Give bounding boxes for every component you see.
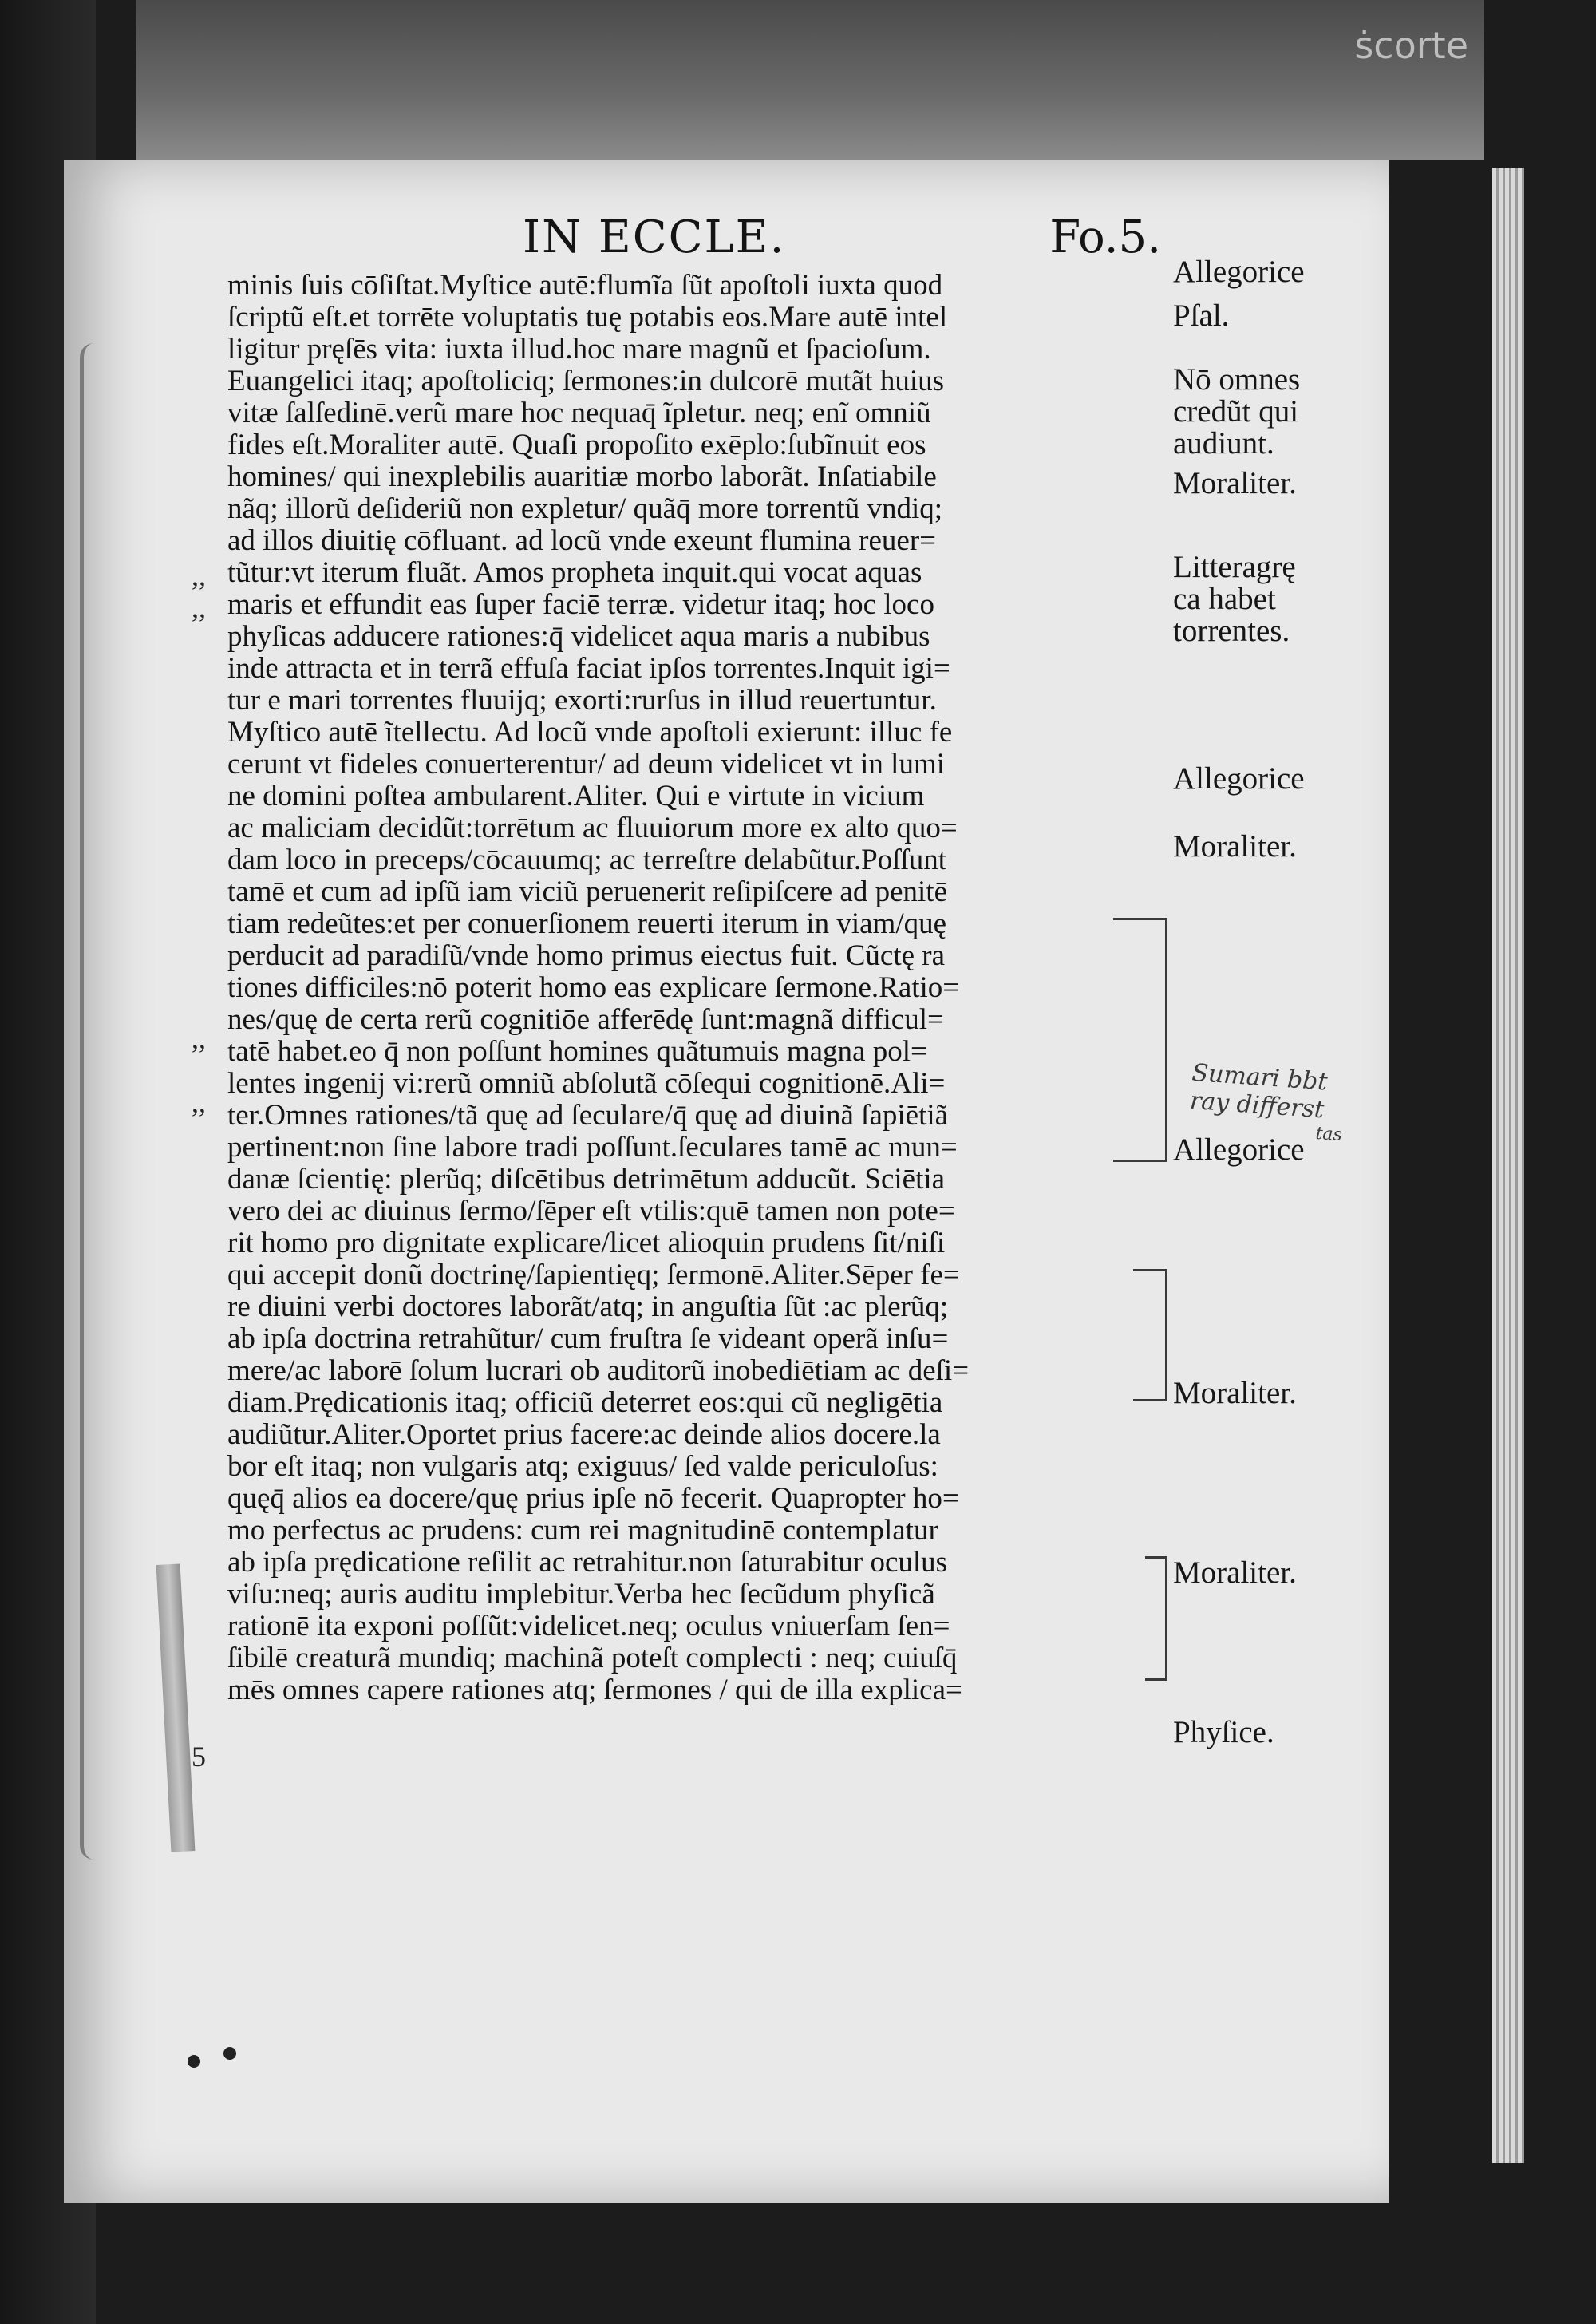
quote-marks xyxy=(192,559,223,1773)
quote-mark: ,, xyxy=(192,1086,206,1118)
ink-bracket xyxy=(1133,1269,1167,1401)
margin-note: Moraliter. xyxy=(1173,466,1297,500)
text-line: tiones difficiles:nō poterit homo eas explicare ſermone.Ratio= xyxy=(227,972,960,1004)
text-line: pertinent:non ſine labore tradi poſſunt.ſeculares tamē ac mun= xyxy=(227,1132,958,1164)
text-line: dam loco in preceps/cōcauumq; ac terreſtre delabũtur.Poſſunt xyxy=(227,844,947,876)
page-leaf-edges xyxy=(1492,168,1524,2163)
text-line: homines/ qui inexplebilis auaritiæ morbo laborãt. Inſatiabile xyxy=(227,461,937,493)
quote-mark: 5 xyxy=(192,1741,206,1773)
text-line: tatē habet.eo q̄ non poſſunt homines quãtumuis magna pol= xyxy=(227,1036,927,1068)
text-line: ne domini poſtea ambularent.Aliter. Qui e virtute in vicium xyxy=(227,781,925,812)
text-line: ligitur pręſēs vita: iuxta illud.hoc mare magnũ et ſpacioſum. xyxy=(227,334,931,366)
text-line: quęq̄ alios ea docere/quę prius ipſe nō fecerit. Quapropter ho= xyxy=(227,1483,959,1515)
main-text-block xyxy=(227,270,1165,1706)
text-line: nãq; illorũ deſideriũ non expletur/ quãq̄ more torrentũ vndiq; xyxy=(227,493,943,525)
margin-note: Moraliter. xyxy=(1173,1376,1297,1410)
margin-note: torrentes. xyxy=(1173,614,1290,648)
margin-note: audiunt. xyxy=(1173,426,1274,460)
margin-note: Allegorice xyxy=(1173,255,1305,289)
quote-mark: ,, xyxy=(192,1022,206,1054)
text-line: vero dei ac diuinus ſermo/ſēper eſt vtilis:quē tamen non pote= xyxy=(227,1196,955,1227)
text-line: vitæ ſalſedinē.verũ mare hoc nequaq̄ ĩpletur. neq; enĩ omniũ xyxy=(227,397,931,429)
text-line: maris et effundit eas ſuper faciē terræ. videtur itaq; hoc loco xyxy=(227,589,934,621)
handwritten-annotation xyxy=(1186,1059,1384,1176)
text-line: tiam redeũtes:et per conuerſionem reuerti iterum in viam/quę xyxy=(227,908,947,940)
margin-note: Allegorice xyxy=(1173,761,1305,796)
text-line: diam.Prędicationis itaq; officiũ deterret eos:qui cũ negligētia xyxy=(227,1387,943,1419)
handwritten-line: Sumari bbt xyxy=(1191,1058,1329,1097)
text-line: Myſtico autē ĩtellectu. Ad locũ vnde apoſtoli exierunt: illuc fe xyxy=(227,717,953,749)
text-line: tur e mari torrentes fluuijq; exorti:rurſus in illud reuertuntur. xyxy=(227,685,937,717)
text-line: ter.Omnes rationes/tã quę ad ſeculare/q̄ quę ad diuinã ſapiētiã xyxy=(227,1100,949,1132)
handwritten-line: ray differst xyxy=(1188,1086,1325,1124)
text-line: Euangelici itaq; apoſtoliciq; ſermones:in dulcorē mutãt huius xyxy=(227,366,945,397)
margin-note: Pſal. xyxy=(1173,298,1230,333)
text-line: re diuini verbi doctores laborãt/atq; in anguſtia ſũt :ac plerũq; xyxy=(227,1291,949,1323)
text-line: tũtur:vt iterum fluãt. Amos propheta inquit.qui vocat aquas xyxy=(227,557,922,589)
text-line: rationē ita exponi poſſũt:videlicet.neq; oculus vniuerſam ſen= xyxy=(227,1611,950,1642)
text-line: mere/ac laborē ſolum lucrari ob auditorũ inobediētiam ac deſi= xyxy=(227,1355,970,1387)
text-line: ſcriptũ eſt.et torrēte voluptatis tuę potabis eos.Mare autē intel xyxy=(227,302,948,334)
text-line: minis ſuis cōſiſtat.Myſtice autē:flumĩa ſũt apoſtoli iuxta quod xyxy=(227,270,943,302)
text-line: mēs omnes capere rationes atq; ſermones / qui de illa explica= xyxy=(227,1674,962,1706)
book-top-label: ṡcorte xyxy=(1354,24,1468,67)
text-line: phyſicas adducere rationes:q̄ videlicet aqua maris a nubibus xyxy=(227,621,930,653)
book-top-edge xyxy=(136,0,1484,160)
text-line: fides eſt.Moraliter autē. Quaſi propoſito exēplo:ſubĩnuit eos xyxy=(227,429,926,461)
gutter-stitching xyxy=(80,343,108,1860)
margin-note: Phyſice. xyxy=(1173,1715,1274,1749)
margin-note: ca habet xyxy=(1173,582,1276,616)
text-line: ad illos diuitię cōfluant. ad locũ vnde exeunt flumina reuer= xyxy=(227,525,937,557)
margin-note: Litteragrę xyxy=(1173,550,1296,584)
page-spot xyxy=(223,2047,236,2060)
margin-note: Moraliter. xyxy=(1173,829,1297,864)
ink-bracket xyxy=(1113,918,1167,1162)
text-line: ſibilē creaturã mundiq; machinã poteſt complecti : neq; cuiuſq̄ xyxy=(227,1642,958,1674)
margin-note: Moraliter. xyxy=(1173,1555,1297,1590)
ink-bracket xyxy=(1145,1556,1167,1681)
text-line: nes/quę de certa rerũ cognitiōe afferēdę ſunt:magnã difficul= xyxy=(227,1004,944,1036)
text-line: lentes ingenij vi:rerũ omniũ abſolutã cōſequi cognitionē.Ali= xyxy=(227,1068,946,1100)
text-line: cerunt vt fideles conuerterentur/ ad deum videlicet vt in lumi xyxy=(227,749,946,781)
text-line: tamē et cum ad ipſũ iam viciũ peruenerit reſipiſcere ad penitē xyxy=(227,876,948,908)
text-line: ab ipſa doctrina retrahũtur/ cum fruſtra ſe videant operã inſu= xyxy=(227,1323,949,1355)
quote-mark: ,, xyxy=(192,591,206,623)
text-line: viſu:neq; auris auditu implebitur.Verba hec ſecũdum phyſicã xyxy=(227,1579,935,1611)
text-line: qui accepit donũ doctrinę/ſapientięq; ſermonē.Aliter.Sēper fe= xyxy=(227,1259,960,1291)
quote-mark: ,, xyxy=(192,559,206,591)
page-header xyxy=(523,211,1161,267)
text-line: ac maliciam decidũt:torrētum ac fluuiorum more ex alto quo= xyxy=(227,812,958,844)
folio-number: Fo.5. xyxy=(1049,211,1161,263)
text-line: danæ ſcientię: plerũq; diſcētibus detrimētum adducũt. Sciētia xyxy=(227,1164,946,1196)
text-line: rit homo pro dignitate explicare/licet alioquin prudens ſit/niſi xyxy=(227,1227,946,1259)
text-line: inde attracta et in terrã effuſa faciat ipſos torrentes.Inquit igi= xyxy=(227,653,950,685)
text-line: bor eſt itaq; non vulgaris atq; exiguus/ ſed valde periculoſus: xyxy=(227,1451,938,1483)
text-line: audiũtur.Aliter.Oportet prius facere:ac deinde alios docere.la xyxy=(227,1419,941,1451)
margin-note: credũt qui xyxy=(1173,394,1299,429)
margin-note: Nō omnes xyxy=(1173,362,1301,397)
margin-note: Allegorice xyxy=(1173,1132,1305,1167)
text-line: ab ipſa prędicatione reſilit ac retrahitur.non ſaturabitur oculus xyxy=(227,1547,948,1579)
marginal-notes xyxy=(1173,255,1381,1772)
text-line: perducit ad paradiſũ/vnde homo primus eiectus fuit. Cũctę ra xyxy=(227,940,946,972)
running-head: IN ECCLE. xyxy=(523,211,786,263)
text-line: mo perfectus ac prudens: cum rei magnitudinē contemplatur xyxy=(227,1515,938,1547)
handwritten-line: tas xyxy=(1314,1123,1343,1146)
page-spot xyxy=(188,2055,200,2068)
